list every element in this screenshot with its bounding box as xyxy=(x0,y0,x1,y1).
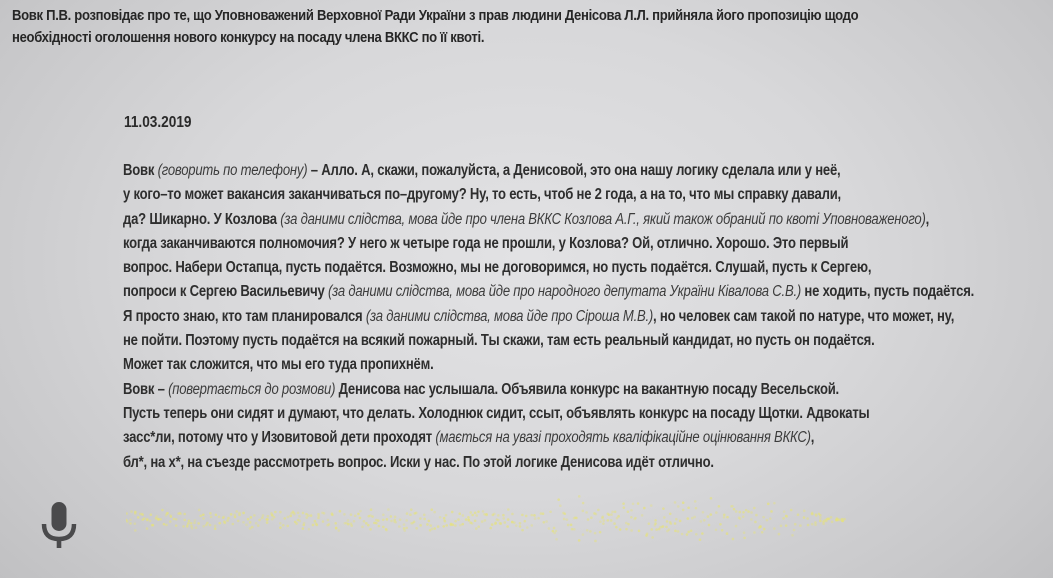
transcript-line xyxy=(123,159,1053,183)
speech-text: Может так сложится, что мы его туда пропихнём. xyxy=(123,356,434,374)
speech-text: – Алло. А, скажи, пожалуйста, а Денисовой, это она нашу логику сделала или у неё, xyxy=(307,162,841,179)
summary-line: Вовк П.В. розповідає про те, що Уповноважений Верховної Ради України з прав людини Денісова Л.Л. прийняла його пропозицію щодо xyxy=(12,7,859,24)
speech-text: Вовк – xyxy=(123,380,169,398)
investigator-note: (за даними слідства, мова йде про члена ВККС Козлова А.Г., який також обраний по квоті Уповноваженого) xyxy=(280,210,926,228)
transcript-line xyxy=(123,329,1053,353)
transcript-line xyxy=(123,305,1053,329)
investigator-note: (говорить по телефону) xyxy=(157,162,308,179)
speech-text: не ходить, пусть подаётся. xyxy=(801,283,975,301)
speech-text: засс*ли, потому что у Изовитовой дети проходят xyxy=(123,429,436,447)
speech-text: Пусть теперь они сидят и думают, что делать. Холоднюк сидит, ссыт, объявлять конкурс на посаду Щотки. Адвокаты xyxy=(123,404,870,422)
speech-text: не пойти. Поэтому пусть подаётся на всякий пожарный. Ты скажи, там есть реальный кандидат, но пусть он подаётся. xyxy=(123,332,875,350)
investigator-note: (за даними слідства, мова йде про народного депутата України Ківалова С.В.) xyxy=(327,283,802,301)
transcript-date: 11.03.2019 xyxy=(124,114,192,131)
audio-waveform xyxy=(126,495,846,545)
transcript-line xyxy=(123,426,1053,450)
transcript-line xyxy=(123,402,1053,426)
speech-text: , xyxy=(810,429,815,447)
speech-text: бл*, на х*, на съезде рассмотреть вопрос. Иски у нас. По этой логике Денисова идёт отлично. xyxy=(123,453,714,471)
speech-text: попроси к Сергею Васильевичу xyxy=(123,283,328,301)
summary-heading xyxy=(12,5,1044,49)
investigator-note: (мається на увазі проходять кваліфікаційне оцінювання ВККС) xyxy=(435,429,811,447)
speech-text: да? Шикарно. У Козлова xyxy=(123,210,281,228)
speech-text: Я просто знаю, кто там планировался xyxy=(123,307,366,325)
transcript-line xyxy=(123,208,1053,232)
speech-text: у кого–то может вакансия заканчиваться по–другому? Ну, то есть, чтоб не 2 года, а на то, что мы справку давали, xyxy=(123,186,841,204)
transcript-line xyxy=(123,353,1053,377)
speech-text: вопрос. Набери Остапца, пусть подаётся. Возможно, мы не договоримся, но пусть подаётся. Слушай, пусть к Сергею, xyxy=(123,259,872,277)
speech-text: , но человек сам такой по натуре, что может, ну, xyxy=(653,307,955,325)
transcript-line xyxy=(123,451,1053,475)
transcript-line xyxy=(123,280,1053,304)
investigator-note: (за даними слідства, мова йде про Сіроша М.В.) xyxy=(365,307,654,325)
speech-text: , xyxy=(925,210,930,228)
investigator-note: (повертається до розмови) xyxy=(168,380,336,398)
transcript-line xyxy=(123,256,1053,280)
transcript-line xyxy=(123,183,1053,207)
speech-text: когда заканчиваются полномочия? У него ж четыре года не прошли, у Козлова? Ой, отлично. Хорошо. Это первый xyxy=(123,234,849,252)
transcript-line xyxy=(123,232,1053,256)
speech-text: Денисова нас услышала. Объявила конкурс на вакантную посаду Весельской. xyxy=(335,380,839,398)
summary-line: необхідності оголошення нового конкурсу на посаду члена ВККС по її квоті. xyxy=(12,29,485,46)
transcript-line xyxy=(123,378,1053,402)
microphone-icon xyxy=(41,501,77,551)
speech-text: Вовк xyxy=(123,162,158,179)
transcript-body xyxy=(123,159,1053,475)
